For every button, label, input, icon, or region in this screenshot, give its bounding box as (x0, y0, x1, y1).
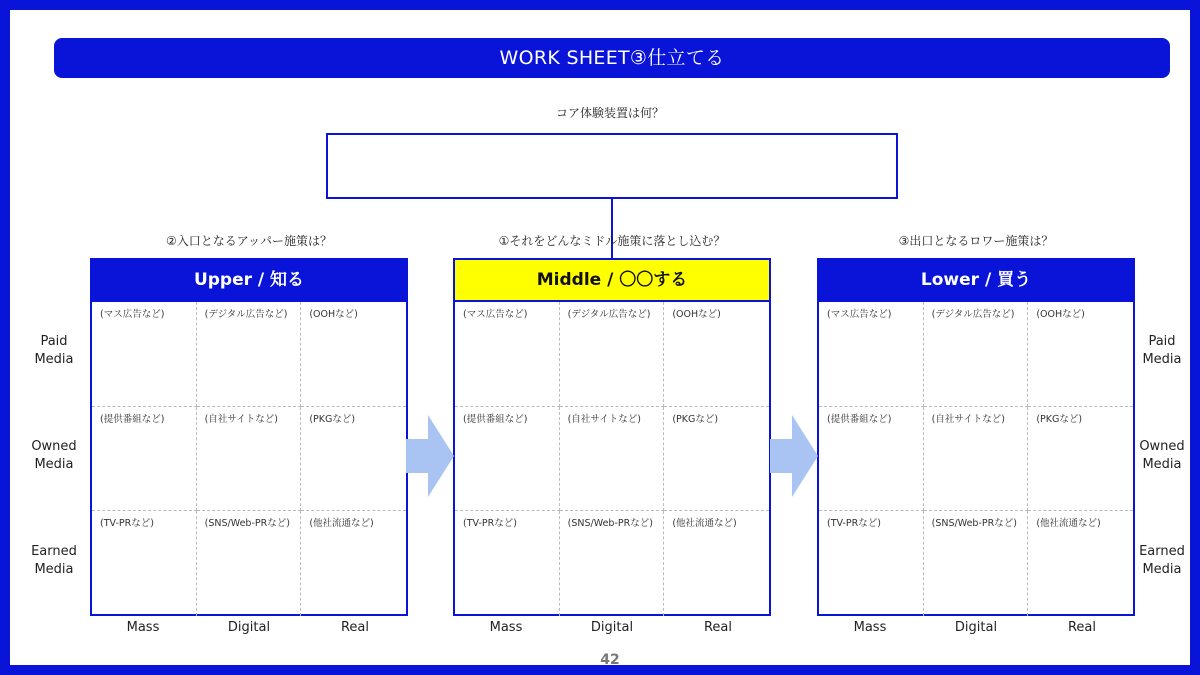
upper-grid (92, 302, 406, 616)
core-question: コア体験装置は何？ (555, 106, 664, 120)
lower-cell-paid-real[interactable]: (OOHなど) (1028, 302, 1133, 407)
lower-cell-earned-digital[interactable]: (SNS/Web-PRなど) (924, 511, 1029, 616)
row-label-earned-left: Earned Media (31, 544, 77, 577)
lower-cell-earned-mass[interactable]: (TV-PRなど) (819, 511, 924, 616)
column-label-mass: Mass (853, 620, 887, 635)
column-label-digital: Digital (954, 620, 998, 635)
middle-panel (453, 258, 771, 616)
middle-cell-paid-mass[interactable]: (マス広告など) (455, 302, 560, 407)
row-label-paid-left: Paid Media (34, 334, 74, 367)
upper-cell-owned-digital[interactable]: (自社サイトなど) (197, 407, 302, 512)
arrow-right-icon (406, 415, 454, 497)
upper-panel-title: Upper / 知る (92, 260, 406, 302)
middle-cell-owned-digital[interactable]: (自社サイトなど) (560, 407, 665, 512)
middle-cell-owned-real[interactable]: (PKGなど) (664, 407, 769, 512)
row-label-owned-left: Owned Media (31, 439, 77, 472)
lower-cell-earned-real[interactable]: (他社流通など) (1036, 518, 1101, 530)
connector-line (611, 199, 613, 259)
middle-cell-earned-real[interactable]: (他社流通など) (672, 518, 737, 530)
middle-column-labels (453, 620, 771, 635)
upper-cell-paid-real[interactable]: (OOHなど) (301, 302, 406, 407)
arrow-right-icon (770, 415, 818, 497)
lower-cell-owned-real[interactable]: (PKGなど) (1028, 407, 1133, 512)
middle-cell-earned-digital[interactable]: (SNS/Web-PRなど) (560, 511, 665, 616)
middle-question: ①それをどんなミドル施策に落とし込む？ (498, 234, 726, 248)
lower-cell-owned-digital[interactable]: (自社サイトなど) (924, 407, 1029, 512)
page-number: 42 (600, 652, 620, 668)
lower-column-labels (817, 620, 1135, 635)
column-label-digital: Digital (227, 620, 271, 635)
middle-panel-title: Middle / 〇〇する (455, 260, 769, 302)
lower-question: ③出口となるロワー施策は？ (898, 234, 1054, 248)
lower-cell-owned-mass[interactable]: (提供番組など) (819, 407, 924, 512)
upper-cell-owned-real[interactable]: (PKGなど) (301, 407, 406, 512)
middle-cell-owned-mass[interactable]: (提供番組など) (455, 407, 560, 512)
column-label-mass: Mass (126, 620, 160, 635)
upper-cell-earned-real[interactable]: (他社流通など) (309, 518, 374, 530)
lower-panel-title: Lower / 買う (819, 260, 1133, 302)
column-label-real: Real (1067, 620, 1097, 635)
upper-cell-paid-mass[interactable]: (マス広告など) (92, 302, 197, 407)
lower-cell-paid-mass[interactable]: (マス広告など) (819, 302, 924, 407)
upper-cell-earned-mass[interactable]: (TV-PRなど) (92, 511, 197, 616)
column-label-real: Real (703, 620, 733, 635)
middle-cell-earned-mass[interactable]: (TV-PRなど) (455, 511, 560, 616)
lower-cell-paid-digital[interactable]: (デジタル広告など) (924, 302, 1029, 407)
upper-column-labels (90, 620, 408, 635)
upper-cell-earned-digital[interactable]: (SNS/Web-PRなど) (197, 511, 302, 616)
middle-cell-paid-digital[interactable]: (デジタル広告など) (560, 302, 665, 407)
middle-cell-paid-real[interactable]: (OOHなど) (664, 302, 769, 407)
column-label-digital: Digital (590, 620, 634, 635)
column-label-real: Real (340, 620, 370, 635)
core-answer-box[interactable] (326, 133, 898, 199)
worksheet-title: WORK SHEET③仕立てる (54, 38, 1170, 78)
lower-panel (817, 258, 1135, 616)
column-label-mass: Mass (489, 620, 523, 635)
upper-cell-owned-mass[interactable]: (提供番組など) (92, 407, 197, 512)
middle-grid (455, 302, 769, 616)
lower-grid (819, 302, 1133, 616)
upper-question: ②入口となるアッパー施策は？ (166, 234, 332, 248)
row-label-paid-right: Paid Media (1142, 334, 1182, 367)
upper-cell-paid-digital[interactable]: (デジタル広告など) (197, 302, 302, 407)
row-label-earned-right: Earned Media (1139, 544, 1185, 577)
row-label-owned-right: Owned Media (1139, 439, 1185, 472)
upper-panel (90, 258, 408, 616)
